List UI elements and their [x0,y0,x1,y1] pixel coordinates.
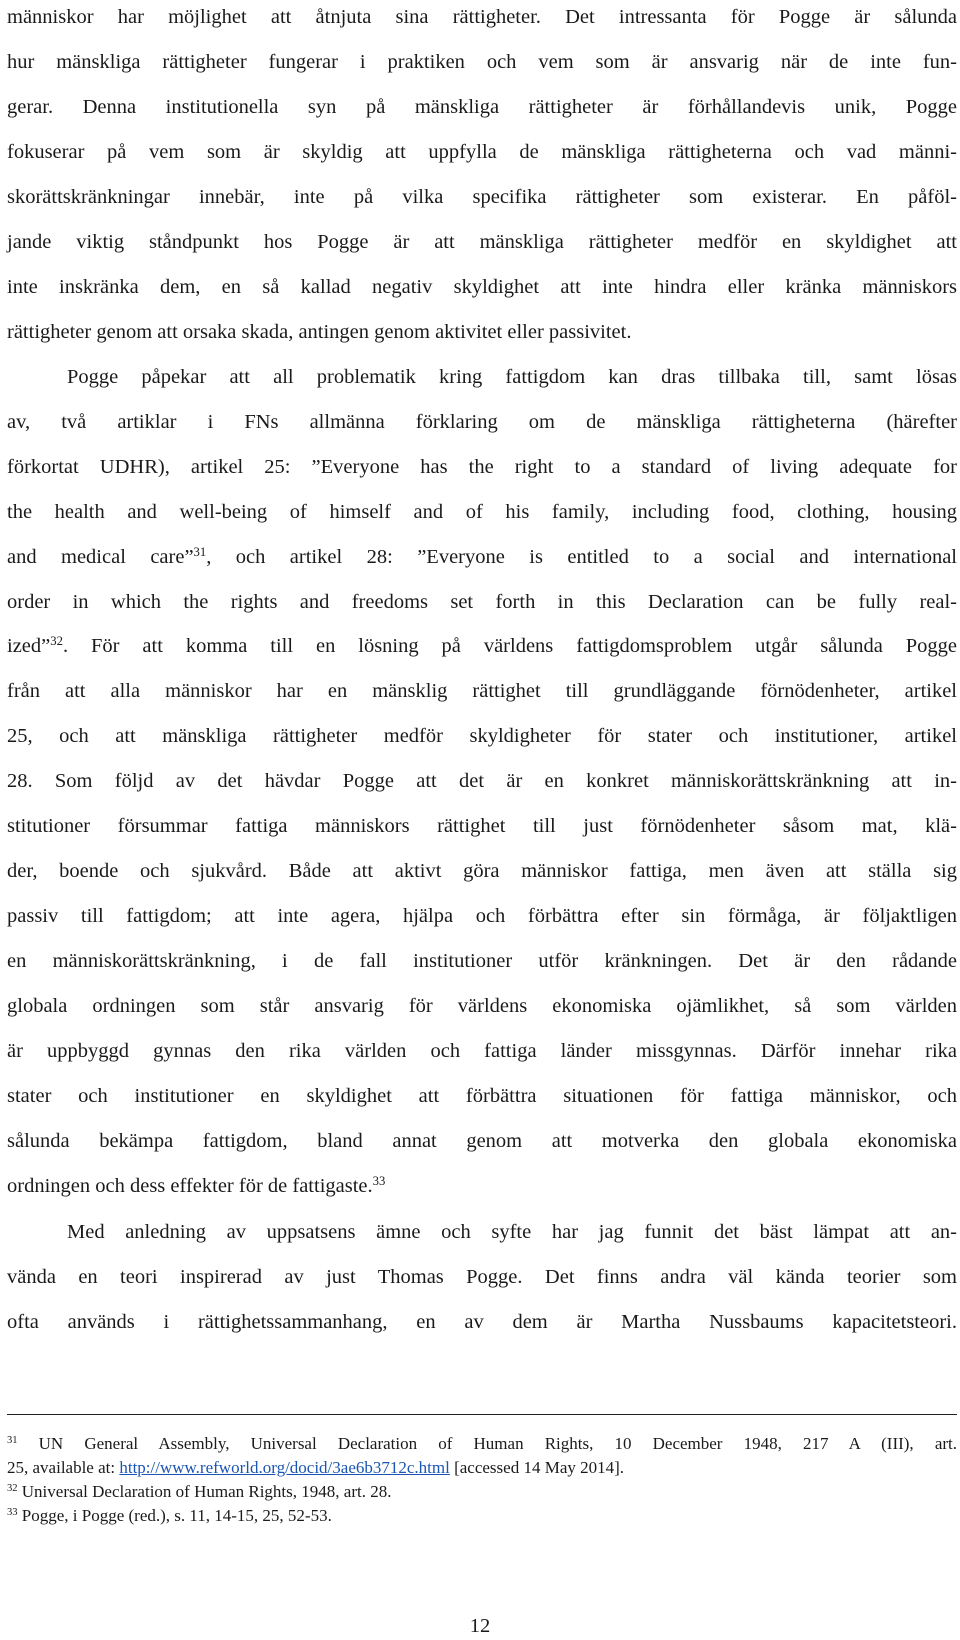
body-text: . För att komma till en lösning på världens fattigdomsproblem utgår sålunda Pogge [62,635,957,657]
footnote-text: UN General Assembly, Universal Declaration of Human Rights, 10 December 1948, 217 A (III), art. [17,1434,957,1453]
footnote-text: Universal Declaration of Human Rights, 1948, art. 28. [17,1482,392,1501]
body-line: rättigheter genom att orsaka skada, antingen genom aktivitet eller passivitet. [7,321,632,343]
body-line: från att alla människor har en mänsklig rättighet till grundläggande förnödenheter, artikel [7,680,957,702]
body-text: ized” [7,635,51,657]
body-line: är uppbyggd gynnas den rika världen och fattiga länder missgynnas. Därför innehar rika [7,1040,957,1062]
body-line: ofta används i rättighetssammanhang, en av dem är Martha Nussbaums kapacitetsteori. [7,1311,957,1333]
body-line: fokuserar på vem som är skyldig att uppfylla de mänskliga rättigheterna och vad männi- [7,141,957,163]
body-line: order in which the rights and freedoms set forth in this Declaration can be fully real- [7,591,957,613]
page-number: 12 [469,1615,491,1637]
body-line: förkortat UDHR), artikel 25: ”Everyone has the right to a standard of living adequate for [7,456,957,478]
body-line: gerar. Denna institutionella syn på mänskliga rättigheter är förhållandevis unik, Pogge [7,96,957,118]
body-line: av, två artiklar i FNs allmänna förklaring om de mänskliga rättigheterna (härefter [7,411,957,433]
body-line: stitutioner försummar fattiga människors rättighet till just förnödenheter såsom mat, klä- [7,815,957,837]
footnote-text: [accessed 14 May 2014]. [449,1458,625,1477]
body-line: 25, och att mänskliga rättigheter medför skyldigheter för stater och institutioner, artikel [7,725,957,747]
body-line: the health and well-being of himself and of his family, including food, clothing, housing [7,501,957,523]
body-line: jande viktig ståndpunkt hos Pogge är att mänskliga rättigheter medför en skyldighet att [7,231,957,253]
body-line: hur mänskliga rättigheter fungerar i praktiken och vem som är ansvarig när de inte fun- [7,51,957,73]
body-line: sålunda bekämpa fattigdom, bland annat genom att motverka den globala ekonomiska [7,1130,957,1152]
body-text: ordningen och dess effekter för de fattigaste. [7,1175,373,1197]
body-line [7,634,957,658]
body-line: passiv till fattigdom; att inte agera, hjälpa och förbättra efter sin förmåga, är följaktligen [7,905,957,927]
body-line: inte inskränka dem, en så kallad negativ skyldighet att inte hindra eller kränka människors [7,276,957,298]
body-line: vända en teori inspirerad av just Thomas Pogge. Det finns andra väl kända teorier som [7,1266,957,1288]
footnote-link[interactable]: http://www.refworld.org/docid/3ae6b3712c.html [119,1458,450,1477]
footnote-text: 25, available at: [7,1458,120,1477]
body-line [7,1174,957,1198]
footnote-31 [7,1433,957,1455]
paragraph-start-line: Pogge påpekar att all problematik kring fattigdom kan dras tillbaka till, samt lösas [67,366,957,388]
footnote-32 [7,1481,957,1503]
body-line: skorättskränkningar innebär, inte på vilka specifika rättigheter som existerar. En påföl- [7,186,957,208]
body-text: and medical care” [7,546,194,568]
footnote-31-continuation [7,1457,957,1479]
footnote-ref[interactable]: 32 [50,634,63,649]
footnote-number: 31 [7,1435,18,1447]
footnote-separator [7,1414,957,1415]
paragraph-start-line: Med anledning av uppsatsens ämne och syfte har jag funnit det bäst lämpat att an- [67,1221,957,1243]
body-text: , och artikel 28: ”Everyone is entitled to a social and international [206,546,957,568]
body-line: globala ordningen som står ansvarig för världens ekonomiska ojämlikhet, så som världen [7,995,957,1017]
body-line: der, boende och sjukvård. Både att aktivt göra människor fattiga, men även att ställa sig [7,860,957,882]
footnote-ref[interactable]: 31 [193,545,207,560]
footnote-number: 33 [7,1507,18,1519]
body-line: en människorättskränkning, i de fall institutioner utför kränkningen. Det är den rådande [7,950,957,972]
footnote-33 [7,1505,957,1527]
body-line: 28. Som följd av det hävdar Pogge att det är en konkret människorättskränkning att in- [7,770,957,792]
footnote-number: 32 [7,1483,18,1495]
body-line [7,545,957,569]
body-line: människor har möjlighet att åtnjuta sina rättigheter. Det intressanta för Pogge är sålunda [7,6,957,28]
footnote-ref[interactable]: 33 [372,1174,386,1189]
body-line: stater och institutioner en skyldighet att förbättra situationen för fattiga människor, och [7,1085,957,1107]
footnote-text: Pogge, i Pogge (red.), s. 11, 14-15, 25, 52-53. [17,1506,332,1525]
